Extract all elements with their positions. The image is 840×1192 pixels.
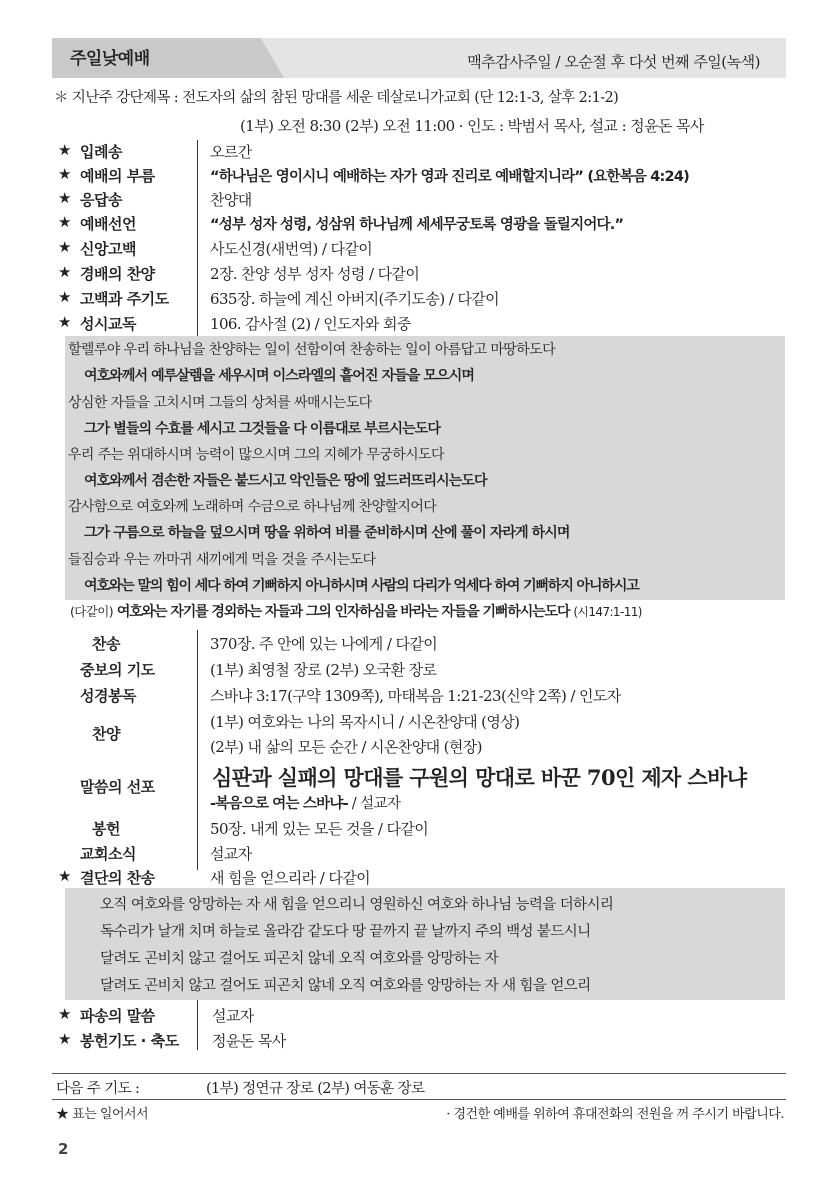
lyric-line: 달려도 곤비치 않고 걸어도 피곤치 않네 오직 여호와를 앙망하는 자 <box>100 951 499 967</box>
order-label: 신앙고백 <box>80 240 136 258</box>
star-icon: ★ <box>58 238 72 256</box>
reading-line: 우리 주는 위대하시며 능력이 많으시며 그의 지혜가 무궁하시도다 <box>68 447 444 463</box>
star-icon: ★ <box>58 213 72 231</box>
page-number: 2 <box>58 1140 69 1158</box>
order-label: 중보의 기도 <box>80 661 155 679</box>
order-label: 결단의 찬송 <box>80 869 155 887</box>
reading-line: 그가 별들의 수효를 세시고 그것들을 다 이름대로 부르시는도다 <box>84 421 441 437</box>
order-item <box>44 285 784 311</box>
last-week-note: ＊ 지난주 강단제목 : 전도자의 삶의 참된 망대를 세운 데살로니가교회 (단 12:1-3, 살후 2:1-2) <box>54 90 619 106</box>
reading-final-ref: (시147:1-11) <box>573 605 642 619</box>
order-item <box>44 138 784 164</box>
order-value: “성부 성자 성령, 성삼위 하나님께 세세무궁토록 영광을 돌릴지어다.” <box>210 217 624 233</box>
order-label: 예배선언 <box>80 215 136 233</box>
reading-line: 여호와께서 겸손한 자들은 붙드시고 악인들은 땅에 엎드러뜨리시는도다 <box>84 473 487 489</box>
reading-line: 그가 구름으로 하늘을 덮으시며 땅을 위하여 비를 준비하시며 산에 풀이 자라게 하시며 <box>84 525 570 541</box>
order-item <box>44 682 784 708</box>
order-value: 370장. 주 안에 있는 나에게 / 다같이 <box>210 635 438 653</box>
star-icon: ★ <box>58 313 72 331</box>
order-label: 파송의 말씀 <box>80 1007 155 1025</box>
order-label: 응답송 <box>80 191 122 209</box>
order-item <box>44 815 784 841</box>
footer-note-left: ★ 표는 일어서서 <box>56 1107 149 1122</box>
order-item <box>44 656 784 682</box>
order-label: 예배의 부름 <box>80 167 155 185</box>
reading-final-prefix: (다같이) <box>70 604 113 619</box>
anthem-line-1: (1부) 여호와는 나의 목자시니 / 시온찬양대 (영상) <box>210 713 520 731</box>
star-icon: ★ <box>58 189 72 207</box>
lyric-line: 오직 여호와를 앙망하는 자 새 힘을 얻으리니 영원하신 여호와 하나님 능력을 더하시리 <box>100 897 614 913</box>
order-value: 설교자 <box>210 845 252 863</box>
order-item <box>44 210 784 236</box>
order-label: 입례송 <box>80 143 122 161</box>
order-value: 635장. 하늘에 계신 아버지(주기도송) / 다같이 <box>210 290 500 308</box>
next-week-label: 다음 주 기도 : <box>56 1081 140 1097</box>
reading-line: 상심한 자들을 고치시며 그들의 상처를 싸매시는도다 <box>68 395 372 411</box>
reading-line: 여호와는 말의 힘이 세다 하여 기뻐하지 아니하시며 사람의 다리가 억세다 하여 기뻐하지 아니하시고 <box>84 578 639 594</box>
reading-final <box>70 601 642 621</box>
order-label: 성시교독 <box>80 315 136 333</box>
anthem-line-2: (2부) 내 삶의 모든 순간 / 시온찬양대 (현장) <box>210 738 482 756</box>
order-item <box>44 186 784 212</box>
order-value: 찬양대 <box>210 191 252 209</box>
footer-note-right: · 경건한 예배를 위하여 휴대전화의 전원을 꺼 주시기 바랍니다. <box>446 1107 784 1122</box>
order-item <box>44 630 784 656</box>
page-title: 주일낮예배 <box>70 49 150 69</box>
order-value: 2장. 찬양 성부 성자 성령 / 다같이 <box>210 265 420 283</box>
order-label: 봉헌기도 · 축도 <box>80 1032 179 1050</box>
next-week-value: (1부) 정연규 장로 (2부) 여동훈 장로 <box>206 1081 425 1097</box>
order-label: 교회소식 <box>80 845 136 863</box>
star-icon: ★ <box>58 288 72 306</box>
star-icon: ★ <box>58 263 72 281</box>
order-value: 106. 감사절 (2) / 인도자와 회중 <box>210 315 411 333</box>
reading-line: 감사함으로 여호와께 노래하며 수금으로 하나님께 찬양할지어다 <box>68 499 437 515</box>
service-schedule: (1부) 오전 8:30 (2부) 오전 11:00 · 인도 : 박범서 목사, 설교 : 정윤돈 목사 <box>240 117 704 135</box>
order-value: (1부) 최영철 장로 (2부) 오국환 장로 <box>210 661 437 679</box>
reading-line: 할렐루야 우리 하나님을 찬양하는 일이 선함이여 찬송하는 일이 아름답고 마땅하도다 <box>68 342 555 358</box>
sermon-subline <box>210 792 400 813</box>
star-icon: ★ <box>58 165 72 183</box>
reading-final-text: 여호와는 자기를 경외하는 자들과 그의 인자하심을 바라는 자들을 기뻐하시는도다 <box>116 604 570 620</box>
star-icon: ★ <box>58 141 72 159</box>
order-label: 고백과 주기도 <box>80 290 169 308</box>
order-value: 오르간 <box>210 143 252 161</box>
sermon-subtitle: -복음으로 여는 스바냐- <box>210 796 348 812</box>
order-label: 찬송 <box>92 635 120 653</box>
reading-line: 들짐승과 우는 까마귀 새끼에게 먹을 것을 주시는도다 <box>68 552 376 568</box>
order-value: 사도신경(새번역) / 다같이 <box>210 240 373 258</box>
anthem-label: 찬양 <box>92 725 120 743</box>
lyric-line: 독수리가 날개 치며 하늘로 올라감 같도다 땅 끝까지 끝 날까지 주의 백성 붙드시니 <box>100 924 591 940</box>
order-value: 50장. 내게 있는 모든 것을 / 다같이 <box>210 820 429 838</box>
order-item <box>44 864 784 890</box>
sermon-label: 말씀의 선포 <box>80 778 155 796</box>
order-item <box>44 260 784 286</box>
divider-line <box>52 1099 786 1100</box>
order-value: 설교자 <box>212 1007 254 1025</box>
order-item <box>44 310 784 336</box>
sermon-speaker: / 설교자 <box>347 796 401 812</box>
order-item <box>44 235 784 261</box>
order-item <box>44 162 784 188</box>
order-item <box>44 840 784 866</box>
lyric-line: 달려도 곤비치 않고 걸어도 피곤치 않네 오직 여호와를 앙망하는 자 새 힘을 얻으리 <box>100 978 591 994</box>
reading-line: 여호와께서 예루살렘을 세우시며 이스라엘의 흩어진 자들을 모으시며 <box>84 368 474 384</box>
order-value: 정윤돈 목사 <box>212 1032 286 1050</box>
order-value: “하나님은 영이시니 예배하는 자가 영과 진리로 예배할지니라” (요한복음 4:24) <box>210 169 689 185</box>
star-icon: ★ <box>58 867 72 885</box>
order-value: 새 힘을 얻으리라 / 다같이 <box>210 869 371 887</box>
anthem-item <box>44 708 784 760</box>
order-value: 스바냐 3:17(구약 1309쪽), 마태복음 1:21-23(신약 2쪽) / 인도자 <box>210 687 621 705</box>
star-icon: ★ <box>58 1030 72 1048</box>
order-label: 봉헌 <box>92 820 120 838</box>
star-icon: ★ <box>58 1005 72 1023</box>
divider-line <box>52 1073 786 1074</box>
order-label: 경배의 찬양 <box>80 265 155 283</box>
sermon-title: 심판과 실패의 망대를 구원의 망대로 바꾼 70인 제자 스바냐 <box>212 765 747 790</box>
order-item <box>44 1002 784 1028</box>
order-item <box>44 1027 784 1053</box>
page-subtitle: 맥추감사주일 / 오순절 후 다섯 번째 주일(녹색) <box>467 53 760 71</box>
order-label: 성경봉독 <box>80 687 136 705</box>
